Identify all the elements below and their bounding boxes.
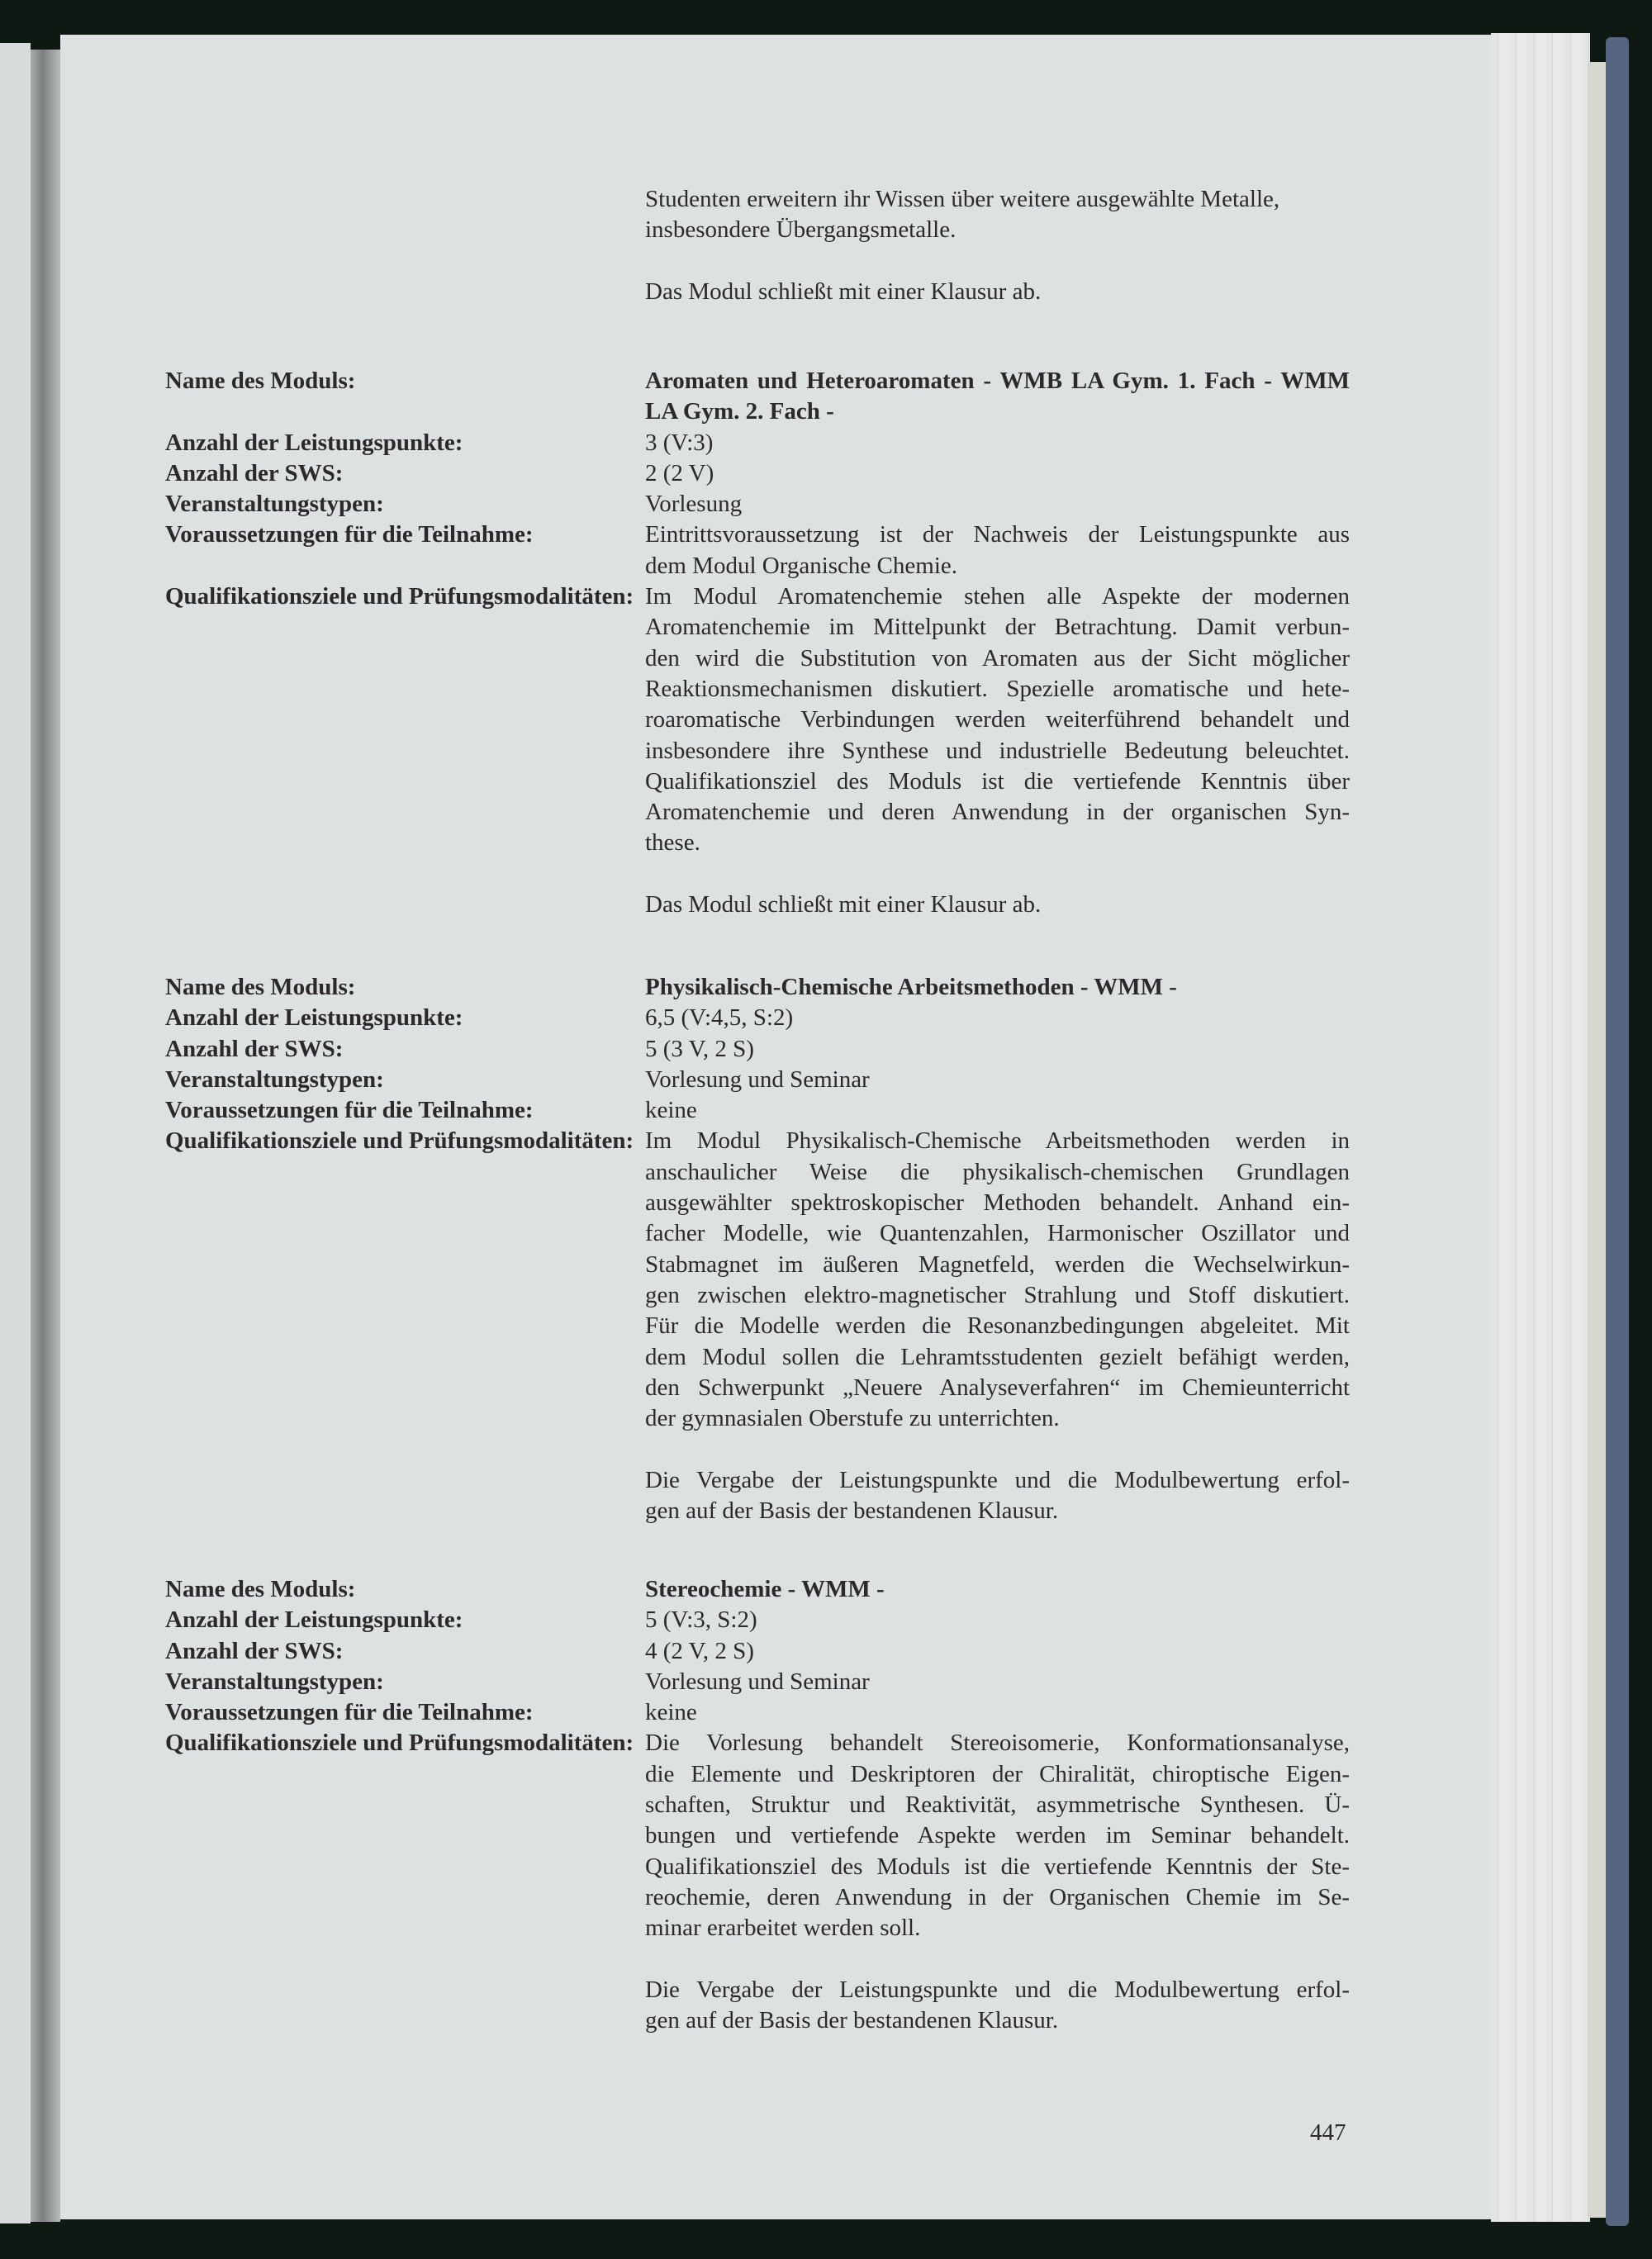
text-line: gen auf der Basis der bestandenen Klausur.: [645, 1497, 1059, 1525]
label-credit-points: Anzahl der Leistungspunkte:: [165, 429, 463, 456]
paragraph-gap: [645, 1944, 1350, 1975]
text-line: these.: [645, 829, 700, 857]
field-row-weekly-hours: [165, 1034, 1350, 1065]
value-text: 4 (2 V, 2 S): [645, 1637, 754, 1664]
text-line: Reaktionsmechanismen diskutiert. Spezielle aromatische und hete-: [645, 675, 1350, 702]
value-qualification-goals: [645, 581, 1350, 920]
value-text: Vorlesung und Seminar: [645, 1065, 870, 1093]
value-credit-points: [645, 1605, 1350, 1635]
label-weekly-hours: Anzahl der SWS:: [165, 1035, 344, 1062]
field-row-course-types: [165, 489, 1350, 520]
value-text: 5 (3 V, 2 S): [645, 1035, 754, 1062]
field-row-weekly-hours: [165, 458, 1350, 489]
text-line: Im Modul Aromatenchemie stehen alle Aspekte der modernen: [645, 583, 1350, 610]
text-line: den wird die Substitution von Aromaten aus der Sicht möglicher: [645, 644, 1350, 672]
label-module-name: Name des Moduls:: [165, 368, 356, 394]
field-row-qualification-goals: [165, 1728, 1350, 2036]
label-prerequisites: Voraussetzungen für die Teilnahme:: [165, 1699, 534, 1726]
field-row-credit-points: [165, 1003, 1350, 1033]
module-stereochemie: [165, 1574, 1350, 2036]
label-module-name: Name des Moduls:: [165, 1576, 356, 1602]
text-line: gen auf der Basis der bestandenen Klausur.: [645, 2007, 1059, 2034]
value-weekly-hours: [645, 1034, 1350, 1065]
label-prerequisites: Voraussetzungen für die Teilnahme:: [165, 1097, 534, 1124]
value-prerequisites: [645, 1697, 1350, 1728]
book-gutter: [31, 50, 60, 2222]
value-credit-points: [645, 1003, 1350, 1033]
value-text: Vorlesung: [645, 491, 743, 518]
text-line: LA Gym. 2. Fach -: [645, 398, 834, 425]
text-line: minar erarbeitet werden soll.: [645, 1915, 921, 1942]
value-qualification-goals: [645, 1126, 1350, 1526]
text-line: Aromatenchemie und deren Anwendung in der organischen Syn-: [645, 799, 1350, 826]
text-line: Aromaten und Heteroaromaten - WMB LA Gym. 1. Fach - WMM: [645, 368, 1350, 394]
text-line: roaromatische Verbindungen werden weiterführend behandelt und: [645, 706, 1350, 733]
text-line: insbesondere ihre Synthese und industrielle Bedeutung beleuchtet.: [645, 737, 1350, 764]
text-line: facher Modelle, wie Quantenzahlen, Harmonischer Oszillator und: [645, 1220, 1350, 1247]
value-course-types: [645, 1065, 1350, 1095]
value-qualification-goals: [645, 1728, 1350, 2036]
value-prerequisites: [645, 1095, 1350, 1126]
label-qualification-goals: Qualifikationsziele und Prüfungsmodalitäten:: [165, 1127, 634, 1155]
field-row-module-name: [165, 972, 1350, 1003]
field-row-prerequisites: [165, 1095, 1350, 1126]
text-line: Studenten erweitern ihr Wissen über weitere ausgewählte Metalle,: [645, 186, 1280, 212]
label-prerequisites: Voraussetzungen für die Teilnahme:: [165, 521, 534, 548]
text-line: Die Vorlesung behandelt Stereoisomerie, Konformationsanalyse,: [645, 1730, 1350, 1757]
field-row-qualification-goals: [165, 1126, 1350, 1526]
text-line: die Elemente und Deskriptoren der Chiralität, chiroptische Eigen-: [645, 1760, 1350, 1787]
field-row-credit-points: [165, 428, 1350, 458]
module-aromaten: [165, 366, 1350, 920]
text-line: dem Modul sollen die Lehramtsstudenten gezielt befähigt werden,: [645, 1343, 1350, 1370]
label-course-types: Veranstaltungstypen:: [165, 1668, 384, 1695]
label-credit-points: Anzahl der Leistungspunkte:: [165, 1606, 463, 1634]
value-text: 3 (V:3): [645, 429, 714, 456]
text-line: Qualifikationsziel des Moduls ist die vertiefende Kenntnis über: [645, 767, 1350, 795]
text-line: reochemie, deren Anwendung in der Organischen Chemie im Se-: [645, 1883, 1350, 1910]
value-module-name: [645, 1574, 1350, 1605]
text-line: keine: [645, 1097, 697, 1124]
field-row-prerequisites: [165, 1697, 1350, 1728]
label-weekly-hours: Anzahl der SWS:: [165, 1637, 344, 1664]
field-row-qualification-goals: [165, 581, 1350, 920]
text-line: insbesondere Übergangsmetalle.: [645, 216, 957, 244]
label-course-types: Veranstaltungstypen:: [165, 491, 384, 518]
value-credit-points: [645, 428, 1350, 458]
field-row-course-types: [165, 1667, 1350, 1697]
value-course-types: [645, 489, 1350, 520]
page-stack-edge: [1491, 33, 1590, 2222]
label-qualification-goals: Qualifikationsziele und Prüfungsmodalitäten:: [165, 583, 634, 610]
field-row-module-name: [165, 1574, 1350, 1605]
paragraph-gap: [645, 246, 1350, 277]
text-line: Für die Modelle werden die Resonanzbedingungen abgeleitet. Mit: [645, 1312, 1350, 1340]
label-credit-points: Anzahl der Leistungspunkte:: [165, 1004, 463, 1032]
text-line: Die Vergabe der Leistungspunkte und die Modulbewertung erfol-: [645, 1466, 1350, 1493]
text-line: bungen und vertiefende Aspekte werden im Seminar behandelt.: [645, 1822, 1350, 1849]
label-qualification-goals: Qualifikationsziele und Prüfungsmodalitäten:: [165, 1730, 634, 1757]
text-line: dem Modul Organische Chemie.: [645, 552, 958, 579]
paragraph-gap: [645, 1434, 1350, 1464]
text-line: schaften, Struktur und Reaktivität, asymmetrische Synthesen. Ü-: [645, 1792, 1350, 1819]
field-row-prerequisites: [165, 520, 1350, 581]
text-line: anschaulicher Weise die physikalisch-chemischen Grundlagen: [645, 1158, 1350, 1185]
page-number: 447: [1310, 2119, 1346, 2146]
value-text: 2 (2 V): [645, 459, 714, 486]
text-line: den Schwerpunkt „Neuere Analyseverfahren“ im Chemieunterricht: [645, 1374, 1350, 1401]
label-module-name: Name des Moduls:: [165, 974, 356, 1000]
text-line: Stabmagnet im äußeren Magnetfeld, werden die Wechselwirkun-: [645, 1251, 1350, 1278]
value-module-name: [645, 972, 1350, 1003]
book-binding: [1606, 37, 1629, 2226]
value-module-name: [645, 366, 1350, 428]
field-row-credit-points: [165, 1605, 1350, 1635]
label-course-types: Veranstaltungstypen:: [165, 1065, 384, 1093]
text-line: Das Modul schließt mit einer Klausur ab.: [645, 891, 1042, 918]
value-prerequisites: [645, 520, 1350, 581]
text-line: Aromatenchemie im Mittelpunkt der Betrachtung. Damit verbun-: [645, 614, 1350, 641]
value-weekly-hours: [645, 458, 1350, 489]
text-line: Eintrittsvoraussetzung ist der Nachweis der Leistungspunkte aus: [645, 521, 1350, 548]
text-line: Im Modul Physikalisch-Chemische Arbeitsmethoden werden in: [645, 1127, 1350, 1155]
value-weekly-hours: [645, 1636, 1350, 1667]
value-text: Vorlesung und Seminar: [645, 1668, 870, 1695]
field-row-module-name: [165, 366, 1350, 428]
text-line: der gymnasialen Oberstufe zu unterrichten.: [645, 1405, 1060, 1432]
text-line: gen zwischen elektro-magnetischer Strahlung und Stoff diskutiert.: [645, 1281, 1350, 1308]
value-course-types: [645, 1667, 1350, 1697]
text-line: Qualifikationsziel des Moduls ist die vertiefende Kenntnis der Ste-: [645, 1853, 1350, 1880]
label-weekly-hours: Anzahl der SWS:: [165, 459, 344, 486]
module-physikalisch-chemische-arbeitsmethoden: [165, 972, 1350, 1526]
value-text: 6,5 (V:4,5, S:2): [645, 1004, 794, 1032]
field-row-course-types: [165, 1065, 1350, 1095]
adjacent-page-edge: [0, 43, 31, 2223]
text-line: ausgewählter spektroskopischer Methoden behandelt. Anhand ein-: [645, 1189, 1350, 1217]
page-stack-edge-inner: [1588, 62, 1606, 2218]
text-line: keine: [645, 1699, 697, 1726]
text-line: Stereochemie - WMM -: [645, 1576, 885, 1602]
text-line: Physikalisch-Chemische Arbeitsmethoden - WMM -: [645, 974, 1177, 1000]
value-text: 5 (V:3, S:2): [645, 1606, 757, 1634]
text-line: Das Modul schließt mit einer Klausur ab.: [645, 278, 1042, 305]
intro-continuation: [165, 184, 1350, 307]
field-row-weekly-hours: [165, 1636, 1350, 1667]
text-line: Die Vergabe der Leistungspunkte und die Modulbewertung erfol-: [645, 1976, 1350, 2003]
paragraph-gap: [645, 859, 1350, 890]
